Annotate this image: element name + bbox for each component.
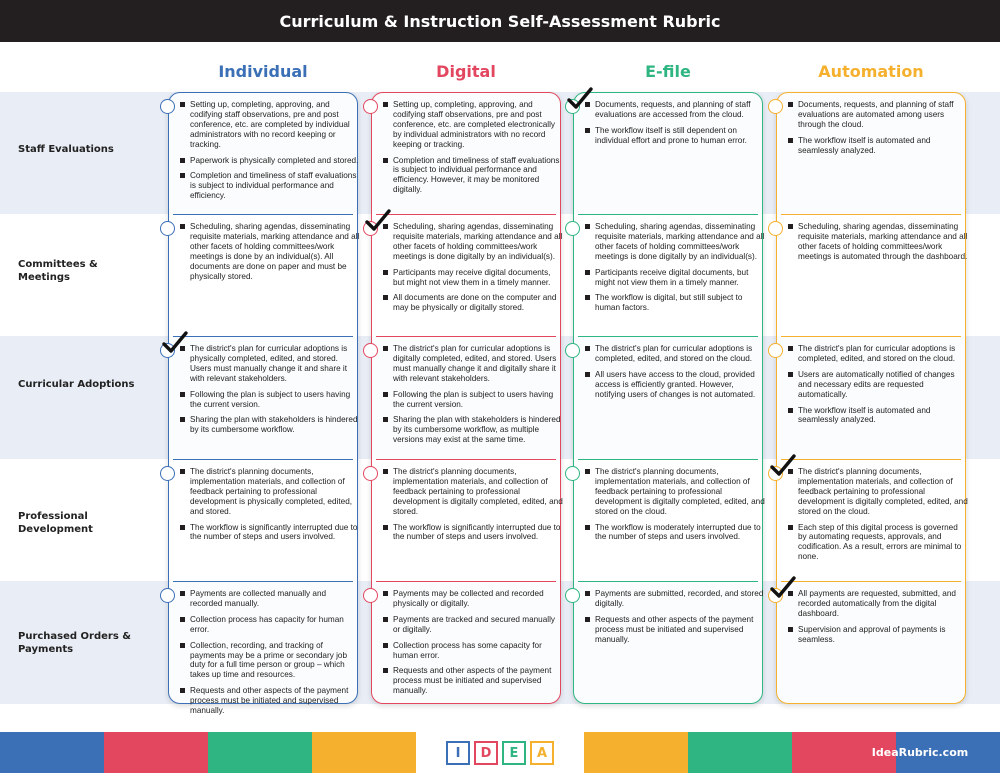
- bullet-square-icon: [180, 617, 185, 622]
- bullet-text: Each step of this digital process is governed by automating requests, approvals, and codification. As a result, errors are minimal to none.: [798, 522, 962, 562]
- bullet-text: Setting up, completing, approving, and codifying staff observations, pre and post conference, etc. are completed electronically by individual administrators with no record keeping or tracking.: [393, 100, 556, 149]
- bullet-item: [180, 222, 360, 281]
- bullet-item: [585, 268, 765, 288]
- bullet-text: All payments are requested, submitted, and recorded automatically from the digital dashboard.: [798, 589, 956, 618]
- bullet-square-icon: [585, 224, 590, 229]
- bullet-item: [585, 589, 765, 609]
- bullet-text: Requests and other aspects of the payment process must be initiated and supervised manually.: [393, 666, 552, 696]
- bullet-square-icon: [383, 591, 388, 596]
- bullet-text: Collection process has capacity for human error.: [190, 614, 344, 634]
- bullet-square-icon: [585, 372, 590, 377]
- logo-letter-a: A: [530, 741, 554, 765]
- bullet-item: [383, 523, 563, 543]
- bullet-square-icon: [383, 668, 388, 673]
- row-separator: [781, 214, 961, 215]
- rubric-cell-digital: [383, 467, 563, 548]
- bullet-item: [383, 344, 563, 384]
- bullet-item: [383, 666, 563, 696]
- bullet-text: The workflow itself is still dependent on individual effort and prone to human error.: [595, 125, 747, 145]
- bullet-item: [383, 467, 563, 517]
- bullet-text: Completion and timeliness of staff evaluations is subject to individual performance and efficiency. However, it may be monitored digitally.: [393, 155, 560, 195]
- bullet-square-icon: [383, 643, 388, 648]
- rubric-cell-automation: [788, 589, 968, 651]
- bullet-text: The workflow itself is automated and seamlessly analyzed.: [798, 135, 931, 155]
- bullet-text: Participants may receive digital documents, but might not view them in a timely manner.: [393, 267, 551, 287]
- bullet-text: The workflow itself is automated and seamlessly analyzed.: [798, 405, 931, 425]
- rubric-cell-digital: [383, 222, 563, 319]
- rubric-cell-automation: [788, 467, 968, 568]
- bullet-square-icon: [383, 417, 388, 422]
- logo-letter-d: D: [474, 741, 498, 765]
- bullet-text: Completion and timeliness of staff evaluations is subject to individual performance and efficiency.: [190, 171, 357, 201]
- bullet-text: The district's plan for curricular adoptions is physically completed, edited, and stored. Users must manually change it and share it with relevant stakeholders.: [190, 344, 348, 383]
- bullet-square-icon: [180, 173, 185, 178]
- bullet-square-icon: [383, 295, 388, 300]
- bullet-text: The district's planning documents, implementation materials, and collection of feedback pertaining to professional development is physically completed, edited, and stored.: [190, 467, 353, 516]
- idea-logo: [446, 741, 554, 765]
- bullet-item: [788, 370, 968, 400]
- bullet-square-icon: [585, 346, 590, 351]
- bullet-square-icon: [585, 295, 590, 300]
- bullet-text: The district's plan for curricular adoptions is completed, edited, and stored on the cloud.: [595, 344, 753, 363]
- bullet-square-icon: [585, 128, 590, 133]
- bullet-text: Collection, recording, and tracking of payments may be a prime or secondary job duty for a full time person or group – which takes up time and resources.: [190, 640, 348, 680]
- row-label: Professional Development: [18, 511, 93, 535]
- bullet-item: [383, 390, 563, 410]
- row-separator: [376, 336, 556, 337]
- row-label: Committees & Meetings: [18, 259, 98, 283]
- bullet-item: [180, 589, 360, 609]
- bullet-text: Scheduling, sharing agendas, disseminating requisite materials, marking attendance and all other facets of holding committees/work meetings is done digitally by an individual(s).: [595, 222, 765, 261]
- radio-efile[interactable]: [565, 343, 580, 358]
- rubric-cell-automation: [788, 100, 968, 162]
- bullet-item: [585, 370, 765, 400]
- bullet-square-icon: [788, 627, 793, 632]
- bullet-square-icon: [180, 688, 185, 693]
- bullet-item: [180, 156, 360, 166]
- column-header-digital: Digital: [436, 62, 496, 81]
- rubric-cell-efile: [585, 100, 765, 152]
- bullet-item: [788, 589, 968, 619]
- radio-automation[interactable]: [768, 343, 783, 358]
- bullet-item: [788, 222, 968, 262]
- radio-efile[interactable]: [565, 466, 580, 481]
- rubric-cell-efile: [585, 467, 765, 548]
- radio-individual[interactable]: [160, 99, 175, 114]
- bullet-item: [180, 641, 360, 681]
- row-separator: [173, 214, 353, 215]
- footer-segment-yellow-2: [584, 732, 688, 773]
- row-separator: [578, 581, 758, 582]
- bullet-square-icon: [180, 525, 185, 530]
- rubric-cell-individual: [180, 100, 360, 207]
- radio-digital[interactable]: [363, 466, 378, 481]
- column-header-automation: Automation: [818, 62, 924, 81]
- bullet-square-icon: [585, 591, 590, 596]
- bullet-item: [383, 415, 563, 445]
- rubric-cell-efile: [585, 344, 765, 406]
- row-separator: [578, 459, 758, 460]
- footer-segment-blue: [0, 732, 104, 773]
- bullet-text: The district's planning documents, implementation materials, and collection of feedback pertaining to professional development is digitally completed, edited, and stored on the cloud.: [798, 467, 968, 516]
- bullet-text: Payments are collected manually and recorded manually.: [190, 589, 327, 608]
- row-label: Curricular Adoptions: [18, 379, 135, 390]
- bullet-square-icon: [383, 346, 388, 351]
- bullet-text: The workflow is significantly interrupted due to the number of steps and users involved.: [393, 522, 561, 542]
- bullet-square-icon: [180, 158, 185, 163]
- bullet-text: The workflow is significantly interrupted due to the number of steps and users involved.: [190, 522, 358, 542]
- bullet-item: [788, 625, 968, 645]
- bullet-item: [585, 293, 765, 313]
- row-separator: [173, 336, 353, 337]
- row-separator: [173, 581, 353, 582]
- bullet-square-icon: [180, 102, 185, 107]
- site-url[interactable]: IdeaRubric.com: [871, 746, 969, 759]
- radio-individual[interactable]: [160, 466, 175, 481]
- bullet-text: Participants receive digital documents, but might not view them in a timely manner.: [595, 267, 749, 287]
- bullet-text: Scheduling, sharing agendas, disseminating requisite materials, marking attendance and all other facets of holding committees/work meetings is done by an individual(s). All documents are done on paper and must be physically stored.: [190, 222, 360, 281]
- bullet-text: Payments may be collected and recorded physically or digitally.: [393, 589, 544, 608]
- row-separator: [376, 459, 556, 460]
- bullet-text: Payments are tracked and secured manually or digitally.: [393, 614, 556, 634]
- bullet-item: [383, 100, 563, 150]
- bullet-square-icon: [180, 392, 185, 397]
- bullet-text: Sharing the plan with stakeholders is hindered by its cumbersome workflow.: [190, 415, 358, 435]
- bullet-square-icon: [585, 102, 590, 107]
- row-separator: [578, 214, 758, 215]
- bullet-square-icon: [585, 617, 590, 622]
- bullet-text: Collection process has some capacity for human error.: [393, 640, 542, 660]
- radio-individual[interactable]: [160, 221, 175, 236]
- bullet-text: Setting up, completing, approving, and codifying staff observations, pre and post conference, etc. are completed by individual administrators with no record keeping or tracking.: [190, 100, 350, 149]
- logo-letter-e: E: [502, 741, 526, 765]
- bullet-item: [585, 615, 765, 645]
- bullet-square-icon: [788, 469, 793, 474]
- footer-segment-green: [208, 732, 312, 773]
- bullet-square-icon: [788, 346, 793, 351]
- bullet-text: All users have access to the cloud, provided access is efficiently granted. However, notifying users of changes is not automated.: [595, 369, 756, 399]
- bullet-square-icon: [788, 224, 793, 229]
- rubric-cell-digital: [383, 100, 563, 201]
- bullet-item: [383, 293, 563, 313]
- bullet-text: Following the plan is subject to users having the current version.: [393, 389, 554, 409]
- logo-letter-i: I: [446, 741, 470, 765]
- bullet-text: Following the plan is subject to users having the current version.: [190, 389, 351, 409]
- bullet-text: Documents, requests, and planning of staff evaluations are accessed from the cloud.: [595, 100, 751, 119]
- radio-automation[interactable]: [768, 99, 783, 114]
- bullet-text: Requests and other aspects of the payment process must be initiated and supervised manually.: [595, 614, 754, 644]
- bullet-square-icon: [180, 591, 185, 596]
- bullet-item: [180, 523, 360, 543]
- bullet-square-icon: [788, 102, 793, 107]
- row-label: Purchased Orders & Payments: [18, 631, 132, 655]
- bullet-text: Documents, requests, and planning of staff evaluations are automated among users through the cloud.: [798, 100, 954, 129]
- bullet-text: Scheduling, sharing agendas, disseminating requisite materials, marking attendance and all other facets of holding committees/work meetings is done digitally by an individual(s).: [393, 222, 563, 261]
- bullet-text: The district's plan for curricular adoptions is digitally completed, edited, and stored. Users must manually change it and digitally share it with relevant stakeholders.: [393, 344, 557, 383]
- row-separator: [781, 459, 961, 460]
- bullet-item: [788, 467, 968, 517]
- bullet-square-icon: [383, 158, 388, 163]
- bullet-square-icon: [180, 224, 185, 229]
- bullet-item: [180, 100, 360, 150]
- bullet-item: [585, 222, 765, 262]
- bullet-text: Payments are submitted, recorded, and stored digitally.: [595, 589, 764, 608]
- footer-segment-red: [104, 732, 208, 773]
- bullet-square-icon: [788, 138, 793, 143]
- footer-segment-yellow: [312, 732, 416, 773]
- bullet-square-icon: [585, 525, 590, 530]
- bullet-square-icon: [383, 525, 388, 530]
- bullet-square-icon: [788, 525, 793, 530]
- bullet-item: [180, 390, 360, 410]
- bullet-square-icon: [383, 102, 388, 107]
- bullet-square-icon: [383, 617, 388, 622]
- bullet-item: [180, 467, 360, 517]
- bullet-item: [788, 100, 968, 130]
- bullet-item: [180, 344, 360, 384]
- bullet-square-icon: [180, 469, 185, 474]
- bullet-item: [383, 156, 563, 196]
- bullet-item: [585, 126, 765, 146]
- rubric-cell-efile: [585, 222, 765, 319]
- row-separator: [376, 214, 556, 215]
- page-title: Curriculum & Instruction Self-Assessment Rubric: [0, 0, 1000, 42]
- row-separator: [578, 336, 758, 337]
- bullet-text: The workflow is moderately interrupted due to the number of steps and users involved.: [595, 522, 761, 542]
- bullet-item: [383, 222, 563, 262]
- bullet-text: The workflow is digital, but still subject to human factors.: [595, 293, 743, 313]
- bullet-square-icon: [383, 469, 388, 474]
- bullet-item: [383, 641, 563, 661]
- rubric-cell-individual: [180, 344, 360, 441]
- bullet-item: [180, 615, 360, 635]
- rubric-cell-automation: [788, 344, 968, 431]
- bullet-square-icon: [180, 346, 185, 351]
- rubric-cell-individual: [180, 222, 360, 287]
- rubric-cell-individual: [180, 589, 360, 722]
- bullet-item: [383, 615, 563, 635]
- bullet-square-icon: [383, 224, 388, 229]
- bullet-item: [180, 415, 360, 435]
- radio-automation[interactable]: [768, 221, 783, 236]
- footer-segment-green-2: [688, 732, 792, 773]
- bullet-text: Paperwork is physically completed and stored.: [190, 155, 359, 165]
- bullet-text: Users are automatically notified of changes and necessary edits are requested automatically.: [798, 369, 955, 399]
- bullet-text: Scheduling, sharing agendas, disseminating requisite materials, marking attendance and all other facets of holding committees/work meetings is automated through the dashboard.: [798, 222, 968, 261]
- bullet-text: All documents are done on the computer and may be physically or digitally stored.: [393, 293, 557, 313]
- bullet-text: The district's plan for curricular adoptions is completed, edited, and stored on the cloud.: [798, 344, 956, 363]
- bullet-item: [180, 686, 360, 716]
- radio-efile[interactable]: [565, 588, 580, 603]
- column-header-efile: E-file: [645, 62, 691, 81]
- bullet-square-icon: [788, 408, 793, 413]
- bullet-text: Supervision and approval of payments is seamless.: [798, 624, 946, 644]
- bullet-square-icon: [585, 469, 590, 474]
- rubric-cell-digital: [383, 589, 563, 702]
- radio-digital[interactable]: [363, 588, 378, 603]
- column-header-individual: Individual: [218, 62, 308, 81]
- bullet-item: [585, 344, 765, 364]
- row-separator: [376, 581, 556, 582]
- bullet-item: [585, 523, 765, 543]
- rubric-cell-efile: [585, 589, 765, 651]
- bullet-item: [585, 100, 765, 120]
- row-separator: [173, 459, 353, 460]
- bullet-item: [585, 467, 765, 517]
- bullet-square-icon: [383, 392, 388, 397]
- bullet-square-icon: [585, 270, 590, 275]
- bullet-square-icon: [788, 372, 793, 377]
- radio-efile[interactable]: [565, 221, 580, 236]
- bullet-text: Requests and other aspects of the payment process must be initiated and supervised manually.: [190, 686, 349, 716]
- bullet-square-icon: [180, 417, 185, 422]
- rubric-cell-automation: [788, 222, 968, 268]
- row-label: Staff Evaluations: [18, 144, 114, 155]
- bullet-square-icon: [180, 643, 185, 648]
- row-separator: [781, 336, 961, 337]
- radio-individual[interactable]: [160, 588, 175, 603]
- bullet-item: [180, 171, 360, 201]
- row-separator: [781, 581, 961, 582]
- bullet-item: [383, 589, 563, 609]
- bullet-item: [788, 406, 968, 426]
- bullet-item: [788, 136, 968, 156]
- bullet-text: The district's planning documents, implementation materials, and collection of feedback pertaining to professional development is digitally completed, edited, and stored on the cloud.: [595, 467, 765, 516]
- bullet-item: [383, 268, 563, 288]
- bullet-item: [788, 344, 968, 364]
- bullet-square-icon: [383, 270, 388, 275]
- radio-digital[interactable]: [363, 99, 378, 114]
- bullet-square-icon: [788, 591, 793, 596]
- bullet-text: Sharing the plan with stakeholders is hindered by its cumbersome workflow, as multiple versions may exist at the same time.: [393, 415, 561, 445]
- rubric-cell-digital: [383, 344, 563, 451]
- rubric-cell-individual: [180, 467, 360, 548]
- bullet-text: The district's planning documents, implementation materials, and collection of feedback pertaining to professional development is digitally completed, edited, and stored.: [393, 467, 563, 516]
- radio-digital[interactable]: [363, 343, 378, 358]
- bullet-item: [788, 523, 968, 563]
